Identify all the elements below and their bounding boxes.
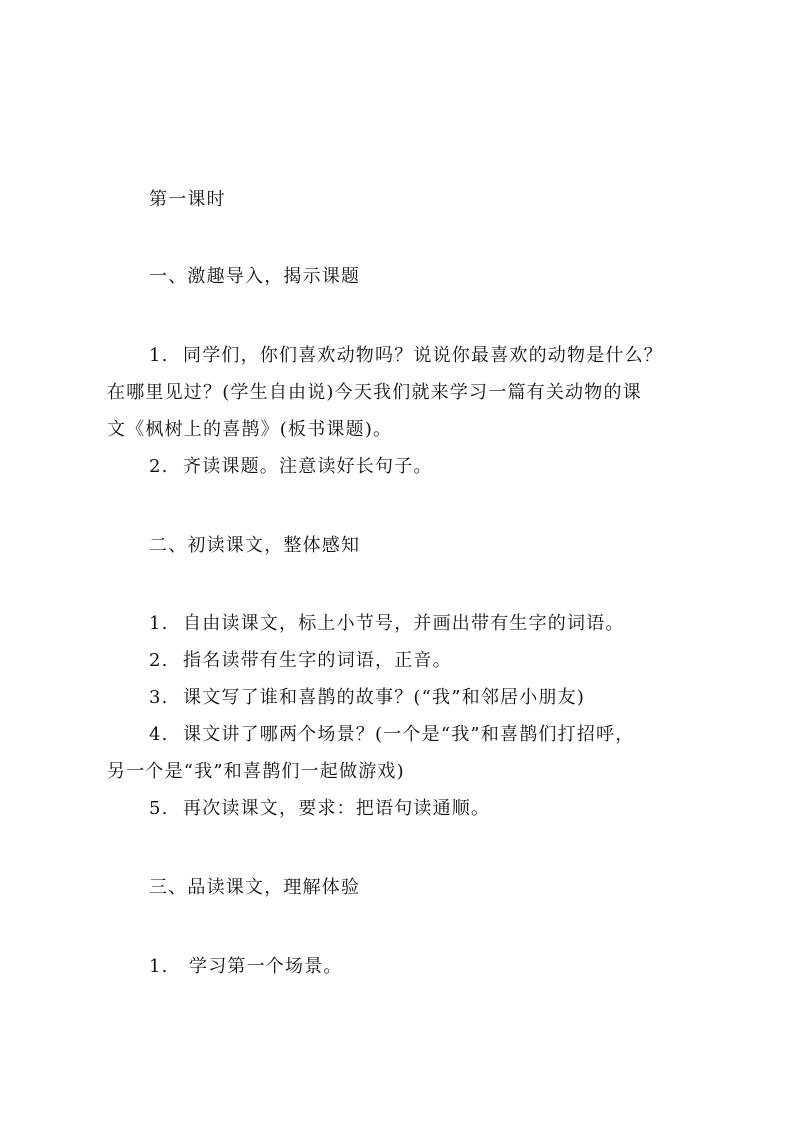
item-text: 课文讲了哪两个场景？(一个是“我”和喜鹊们打招呼， [183,724,635,745]
list-item-2-1 [0,611,794,637]
item-text: 课文写了谁和喜鹊的故事？(“我”和邻居小朋友) [183,687,586,708]
item-number: 4. [149,724,169,745]
list-item-2-5 [0,796,794,822]
item-number: 1. [149,613,169,634]
section-heading-1: 一、激趣导入，揭示课题 [149,266,361,287]
item-number: 3. [149,687,169,708]
list-item-2-3 [0,685,794,711]
item-text: 自由读课文，标上小节号，并画出带有生字的词语。 [183,613,625,634]
item-text: 学习第一个场景。 [189,956,343,977]
item-text: 齐读课题。注意读好长句子。 [183,456,433,477]
item-number: 2. [149,456,169,477]
list-item-3-1 [0,954,794,980]
section-heading-3: 三、品读课文，理解体验 [149,877,361,898]
item-number: 1. [149,956,169,977]
list-item-2-4-cont: 另一个是“我”和喜鹊们一起做游戏) [107,761,405,782]
lesson-title: 第一课时 [149,189,226,210]
list-item-2-4 [0,722,794,748]
item-number: 5. [149,798,169,819]
list-item-1-2 [0,454,794,480]
item-number: 1. [149,345,169,366]
item-text: 同学们，你们喜欢动物吗？说说你最喜欢的动物是什么？ [183,345,663,366]
list-item-1-1-cont-1: 在哪里见过？(学生自由说)今天我们就来学习一篇有关动物的课 [107,382,642,403]
item-text: 指名读带有生字的词语，正音。 [183,650,452,671]
item-text: 再次读课文，要求：把语句读通顺。 [183,798,491,819]
section-heading-2: 二、初读课文，整体感知 [149,535,361,556]
list-item-1-1-cont-2: 文《枫树上的喜鹊》(板书课题)。 [107,419,393,440]
list-item-2-2 [0,648,794,674]
list-item-1-1 [0,343,794,369]
item-number: 2. [149,650,169,671]
